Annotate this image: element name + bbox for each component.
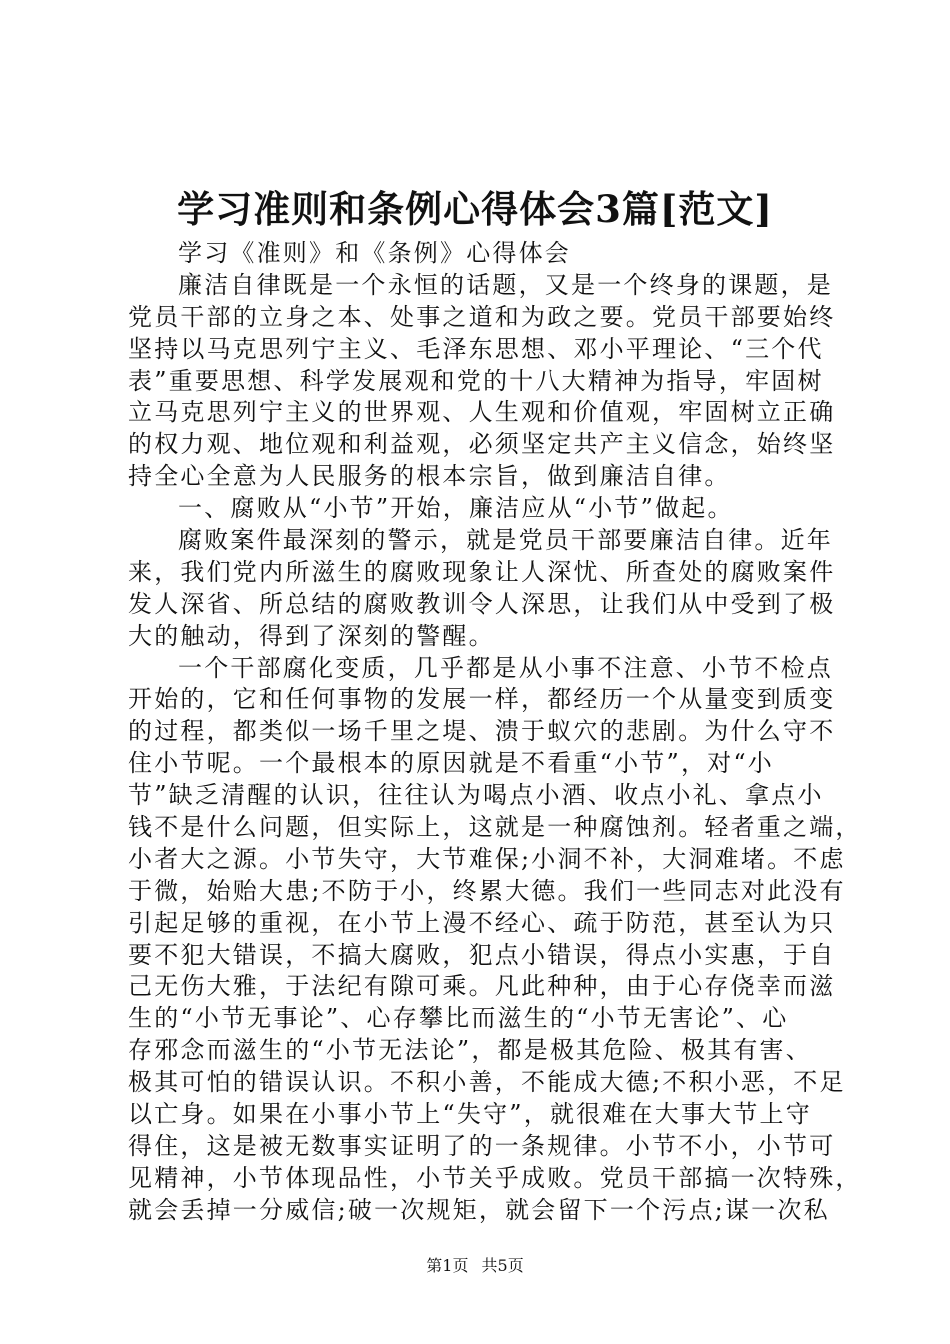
text-line: 存邪念而滋生的“小节无法论”，都是极其危险、极其有害、	[128, 1036, 812, 1065]
text-line: 持全心全意为人民服务的根本宗旨，做到廉洁自律。	[128, 462, 731, 491]
text-line: 钱不是什么问题，但实际上，这就是一种腐蚀剂。轻者重之端，	[128, 813, 862, 842]
text-line: 廉洁自律既是一个永恒的话题，又是一个终身的课题，是	[178, 270, 833, 299]
page-footer	[0, 1253, 950, 1276]
text-line: 开始的，它和任何事物的发展一样，都经历一个从量变到质变	[128, 685, 836, 714]
text-line: 就会丢掉一分威信;破一次规矩，就会留下一个污点;谋一次私	[128, 1195, 830, 1224]
document-title: 学习准则和条例心得体会3篇[范文]	[177, 187, 773, 231]
text-line: 于微，始贻大患;不防于小，终累大德。我们一些同志对此没有	[128, 876, 846, 905]
text-line: 要不犯大错误，不搞大腐败，犯点小错误，得点小实惠，于自	[128, 940, 836, 969]
text-line: 党员干部的立身之本、处事之道和为政之要。党员干部要始终	[128, 302, 836, 331]
text-line: 大的触动，得到了深刻的警醒。	[128, 621, 495, 650]
text-line: 以亡身。如果在小事小节上“失守”，就很难在大事大节上守	[128, 1100, 812, 1129]
text-line: 发人深省、所总结的腐败教训令人深思，让我们从中受到了极	[128, 589, 836, 618]
text-line: 极其可怕的错误认识。不积小善，不能成大德;不积小恶，不足	[128, 1068, 846, 1097]
text-line: 得住，这是被无数事实证明了的一条规律。小节不小，小节可	[128, 1131, 836, 1160]
text-line: 小者大之源。小节失守，大节难保;小洞不补，大洞难堵。不虑	[128, 844, 846, 873]
text-line: 住小节呢。一个最根本的原因就是不看重“小节”，对“小	[128, 749, 775, 778]
page-number: 第1页	[426, 1256, 469, 1275]
text-line: 的权力观、地位观和利益观，必须坚定共产主义信念，始终坚	[128, 430, 836, 459]
page-total: 共5页	[481, 1256, 524, 1275]
text-line: 腐败案件最深刻的警示，就是党员干部要廉洁自律。近年	[178, 526, 833, 555]
text-line: 生的“小节无事论”、心存攀比而滋生的“小节无害论”、心	[128, 1004, 789, 1033]
document-body	[128, 238, 862, 1227]
text-line: 的过程，都类似一场千里之堤、溃于蚁穴的悲剧。为什么守不	[128, 717, 836, 746]
text-line: 一个干部腐化变质，几乎都是从小事不注意、小节不检点	[178, 653, 833, 682]
text-line: 节”缺乏清醒的认识，往往认为喝点小酒、收点小礼、拿点小	[128, 781, 824, 810]
text-line: 一、腐败从“小节”开始，廉洁应从“小节”做起。	[178, 494, 734, 523]
text-line: 表”重要思想、科学发展观和党的十八大精神为指导，牢固树	[128, 366, 824, 395]
text-line: 学习《准则》和《条例》心得体会	[178, 239, 571, 267]
text-line: 引起足够的重视，在小节上漫不经心、疏于防范，甚至认为只	[128, 908, 836, 937]
text-line: 立马克思列宁主义的世界观、人生观和价值观，牢固树立正确	[128, 398, 836, 427]
text-line: 坚持以马克思列宁主义、毛泽东思想、邓小平理论、“三个代	[128, 334, 824, 363]
text-line: 己无伤大雅，于法纪有隙可乘。凡此种种，由于心存侥幸而滋	[128, 972, 836, 1001]
text-line: 见精神，小节体现品性，小节关乎成败。党员干部搞一次特殊，	[128, 1163, 862, 1192]
text-line: 来，我们党内所滋生的腐败现象让人深忧、所查处的腐败案件	[128, 557, 836, 586]
